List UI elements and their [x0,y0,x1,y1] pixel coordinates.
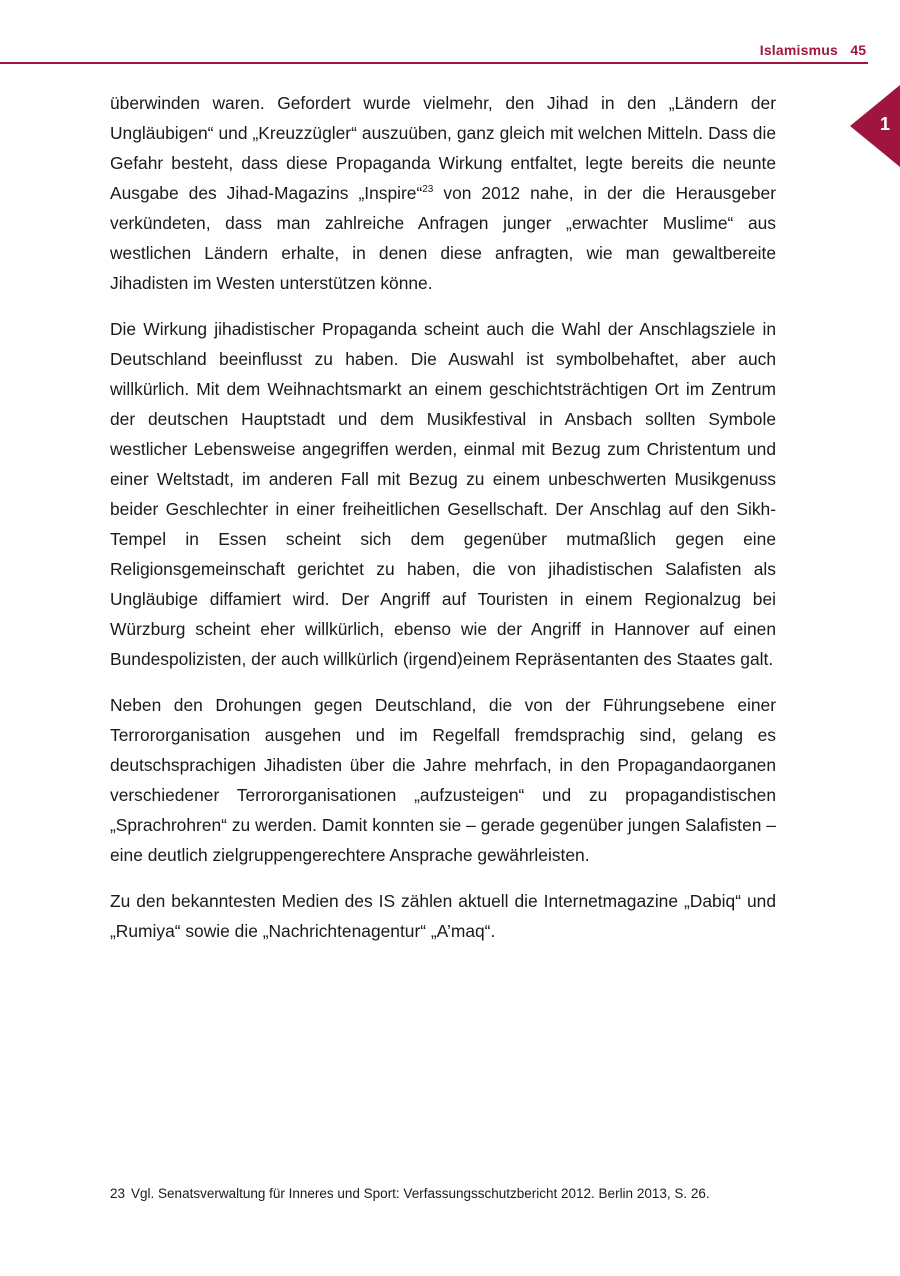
paragraph: Neben den Drohungen gegen Deutschland, die von der Führungsebene einer Terrororganisation ausgehen und im Regelfall fremdsprachig sind, gelang es deutschsprachigen Jihadisten über die Jahre mehrfach, in den Propagandaorganen verschiedener Terrororganisationen „aufzusteigen“ und zu propagandistischen „Sprachrohren“ zu werden. Damit konnten sie – gerade gegenüber jungen Salafisten – eine deutlich zielgruppengerechtere Ansprache gewährleisten. [110,695,776,865]
header-section-title: Islamismus [759,42,838,58]
running-header [0,0,900,64]
footnote [110,1186,800,1201]
chapter-number: 1 [879,114,890,134]
footnote-text: Vgl. Senatsverwaltung für Inneres und Sport: Verfassungsschutzbericht 2012. Berlin 2013, S. 26. [131,1186,710,1201]
chapter-tab [850,85,900,167]
paragraph-text: überwinden waren. Gefordert wurde vielmehr, den Jihad in den „Ländern der Ungläubigen“ und „Kreuzzügler“ auszuüben, ganz gleich mit welchen Mitteln. Dass die Gefahr besteht, dass diese Propaganda Wirkung entfaltet, legte bereits die neunte Ausgabe des Jihad-Magazins „Inspire“ [110,93,776,203]
paragraph-text: von 2012 nahe, in der die Herausgeber verkündeten, dass man zahlreiche Anfragen junger „erwachter Muslime“ aus westlichen Ländern erhalte, in denen diese anfragten, wie man gewaltbereite Jihadisten im Westen unterstützen könne. [110,183,776,293]
footnote-reference: 23 [422,184,434,196]
page-number: 45 [850,42,866,58]
footnote-number: 23 [110,1186,126,1201]
paragraph: Zu den bekanntesten Medien des IS zählen aktuell die Internetmagazine „Dabiq“ und „Rumiya“ sowie die „Nachrichtenagentur“ „A’maq“. [110,891,776,941]
paragraph: Die Wirkung jihadistischer Propaganda scheint auch die Wahl der Anschlagsziele in Deutschland beeinflusst zu haben. Die Auswahl ist symbolbehaftet, aber auch willkürlich. Mit dem Weihnachtsmarkt an einem geschichtsträchtigen Ort im Zentrum der deutschen Hauptstadt und dem Musikfestival in Ansbach sollten Symbole westlicher Lebensweise angegriffen werden, einmal mit Bezug zum Christentum und einer Weltstadt, im anderen Fall mit Bezug zu einem unbeschwerten Musikgenuss beider Geschlechter in einer freiheitlichen Gesellschaft. Der Anschlag auf den Sikh-Tempel in Essen scheint sich dem gegenüber mutmaßlich gegen eine Religionsgemeinschaft gerichtet zu haben, die von jihadistischen Salafisten als Ungläubige diffamiert wird. Der Angriff auf Touristen in einem Regionalzug bei Würzburg scheint eher willkürlich, ebenso wie der Angriff in Hannover auf einen Bundespolizisten, der auch willkürlich (irgend)einem Repräsentanten des Staates galt. [110,319,776,669]
paragraph [110,88,776,298]
body-text [110,88,776,962]
header-rule [0,62,868,64]
